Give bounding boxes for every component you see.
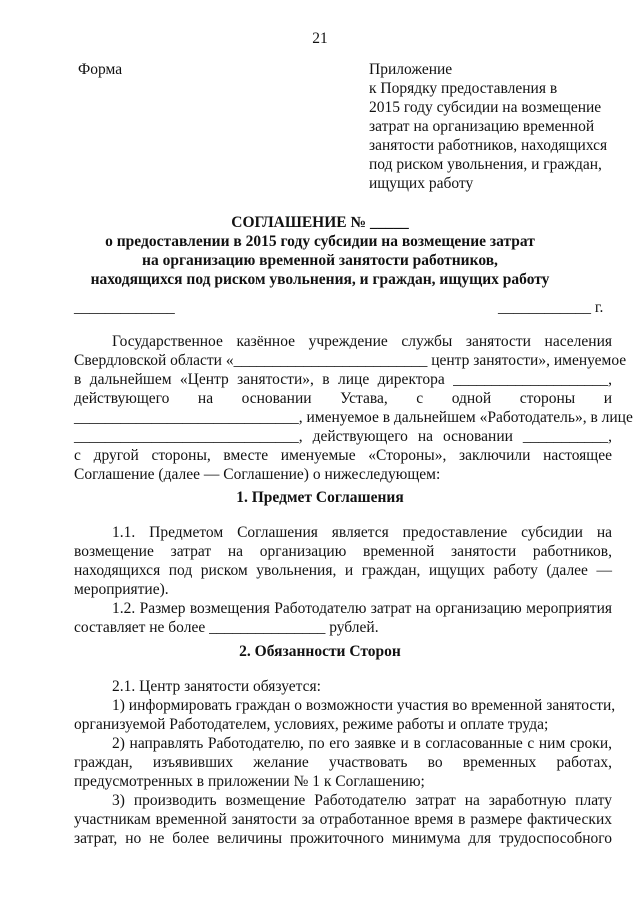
title-line: о предоставлении в 2015 году субсидии на возмещение затрат [105, 233, 535, 250]
section-2-line: предусмотренных в приложении № 1 к Соглашению; [74, 773, 425, 790]
place-blank: _____________ [74, 299, 175, 316]
intro-line: в дальнейшем «Центр занятости», в лице директора ____________________, [74, 371, 612, 388]
section-1-line: находящихся под риском увольнения, и граждан, ищущих работу (далее — [74, 562, 612, 579]
intro-line: Соглашение (далее — Соглашение) о нижеследующем: [74, 466, 441, 483]
section-2-heading: 2. Обязанности Сторон [239, 643, 401, 660]
title-line: СОГЛАШЕНИЕ № _____ [231, 214, 409, 231]
intro-line: с другой стороны, вместе именуемые «Стороны», заключили настоящее [74, 447, 612, 464]
section-2-line: 1) информировать граждан о возможности участия во временной занятости, [112, 697, 616, 714]
section-2-line: 3) производить возмещение Работодателю затрат на заработную плату [112, 792, 612, 809]
title-line: находящихся под риском увольнения, и граждан, ищущих работу [90, 271, 550, 288]
appendix-line: к Порядку предоставления в [369, 80, 558, 97]
appendix-line: Приложение [369, 61, 453, 78]
date-blank: ____________ г. [498, 299, 604, 316]
page-number: 21 [312, 30, 328, 47]
intro-line: _____________________________, действующего на основании ___________, [74, 428, 612, 445]
section-1-line: возмещение затрат на организацию временной занятости работников, [74, 543, 612, 560]
section-2-line: затрат, но не более величины прожиточного минимума для трудоспособного [74, 830, 612, 847]
section-1-line: составляет не более _______________ рублей. [74, 619, 379, 636]
section-1-line: 1.2. Размер возмещения Работодателю затрат на организацию мероприятия [112, 600, 612, 617]
section-1-line: мероприятие). [74, 581, 169, 598]
appendix-line: под риском увольнения, и граждан, [369, 156, 602, 173]
intro-line: _____________________________, именуемое в дальнейшем «Работодатель», в лице [74, 409, 633, 426]
section-2-line: организуемой Работодателем, условиях, режиме работы и оплате труда; [74, 716, 549, 733]
intro-line: Свердловской области «_________________________ центр занятости», именуемое [74, 352, 627, 369]
appendix-line: ищущих работу [369, 175, 474, 192]
form-label: Форма [78, 61, 123, 78]
appendix-line: затрат на организацию временной [369, 118, 595, 135]
section-1-heading: 1. Предмет Соглашения [236, 489, 404, 506]
intro-line: Государственное казённое учреждение службы занятости населения [112, 333, 612, 350]
title-line: на организацию временной занятости работников, [142, 252, 498, 269]
section-2-line: участникам временной занятости за отработанное время в размере фактических [74, 811, 612, 828]
section-1-line: 1.1. Предметом Соглашения является предоставление субсидии на [112, 524, 612, 541]
section-2-line: 2) направлять Работодателю, по его заявке и в согласованные с ним сроки, [112, 735, 612, 752]
appendix-line: занятости работников, находящихся [369, 137, 608, 154]
intro-line: действующего на основании Устава, с одной стороны и [74, 390, 612, 407]
section-2-line: граждан, изъявивших желание участвовать во временных работах, [74, 754, 612, 771]
section-2-line: 2.1. Центр занятости обязуется: [112, 678, 321, 695]
appendix-line: 2015 году субсидии на возмещение [369, 99, 602, 116]
